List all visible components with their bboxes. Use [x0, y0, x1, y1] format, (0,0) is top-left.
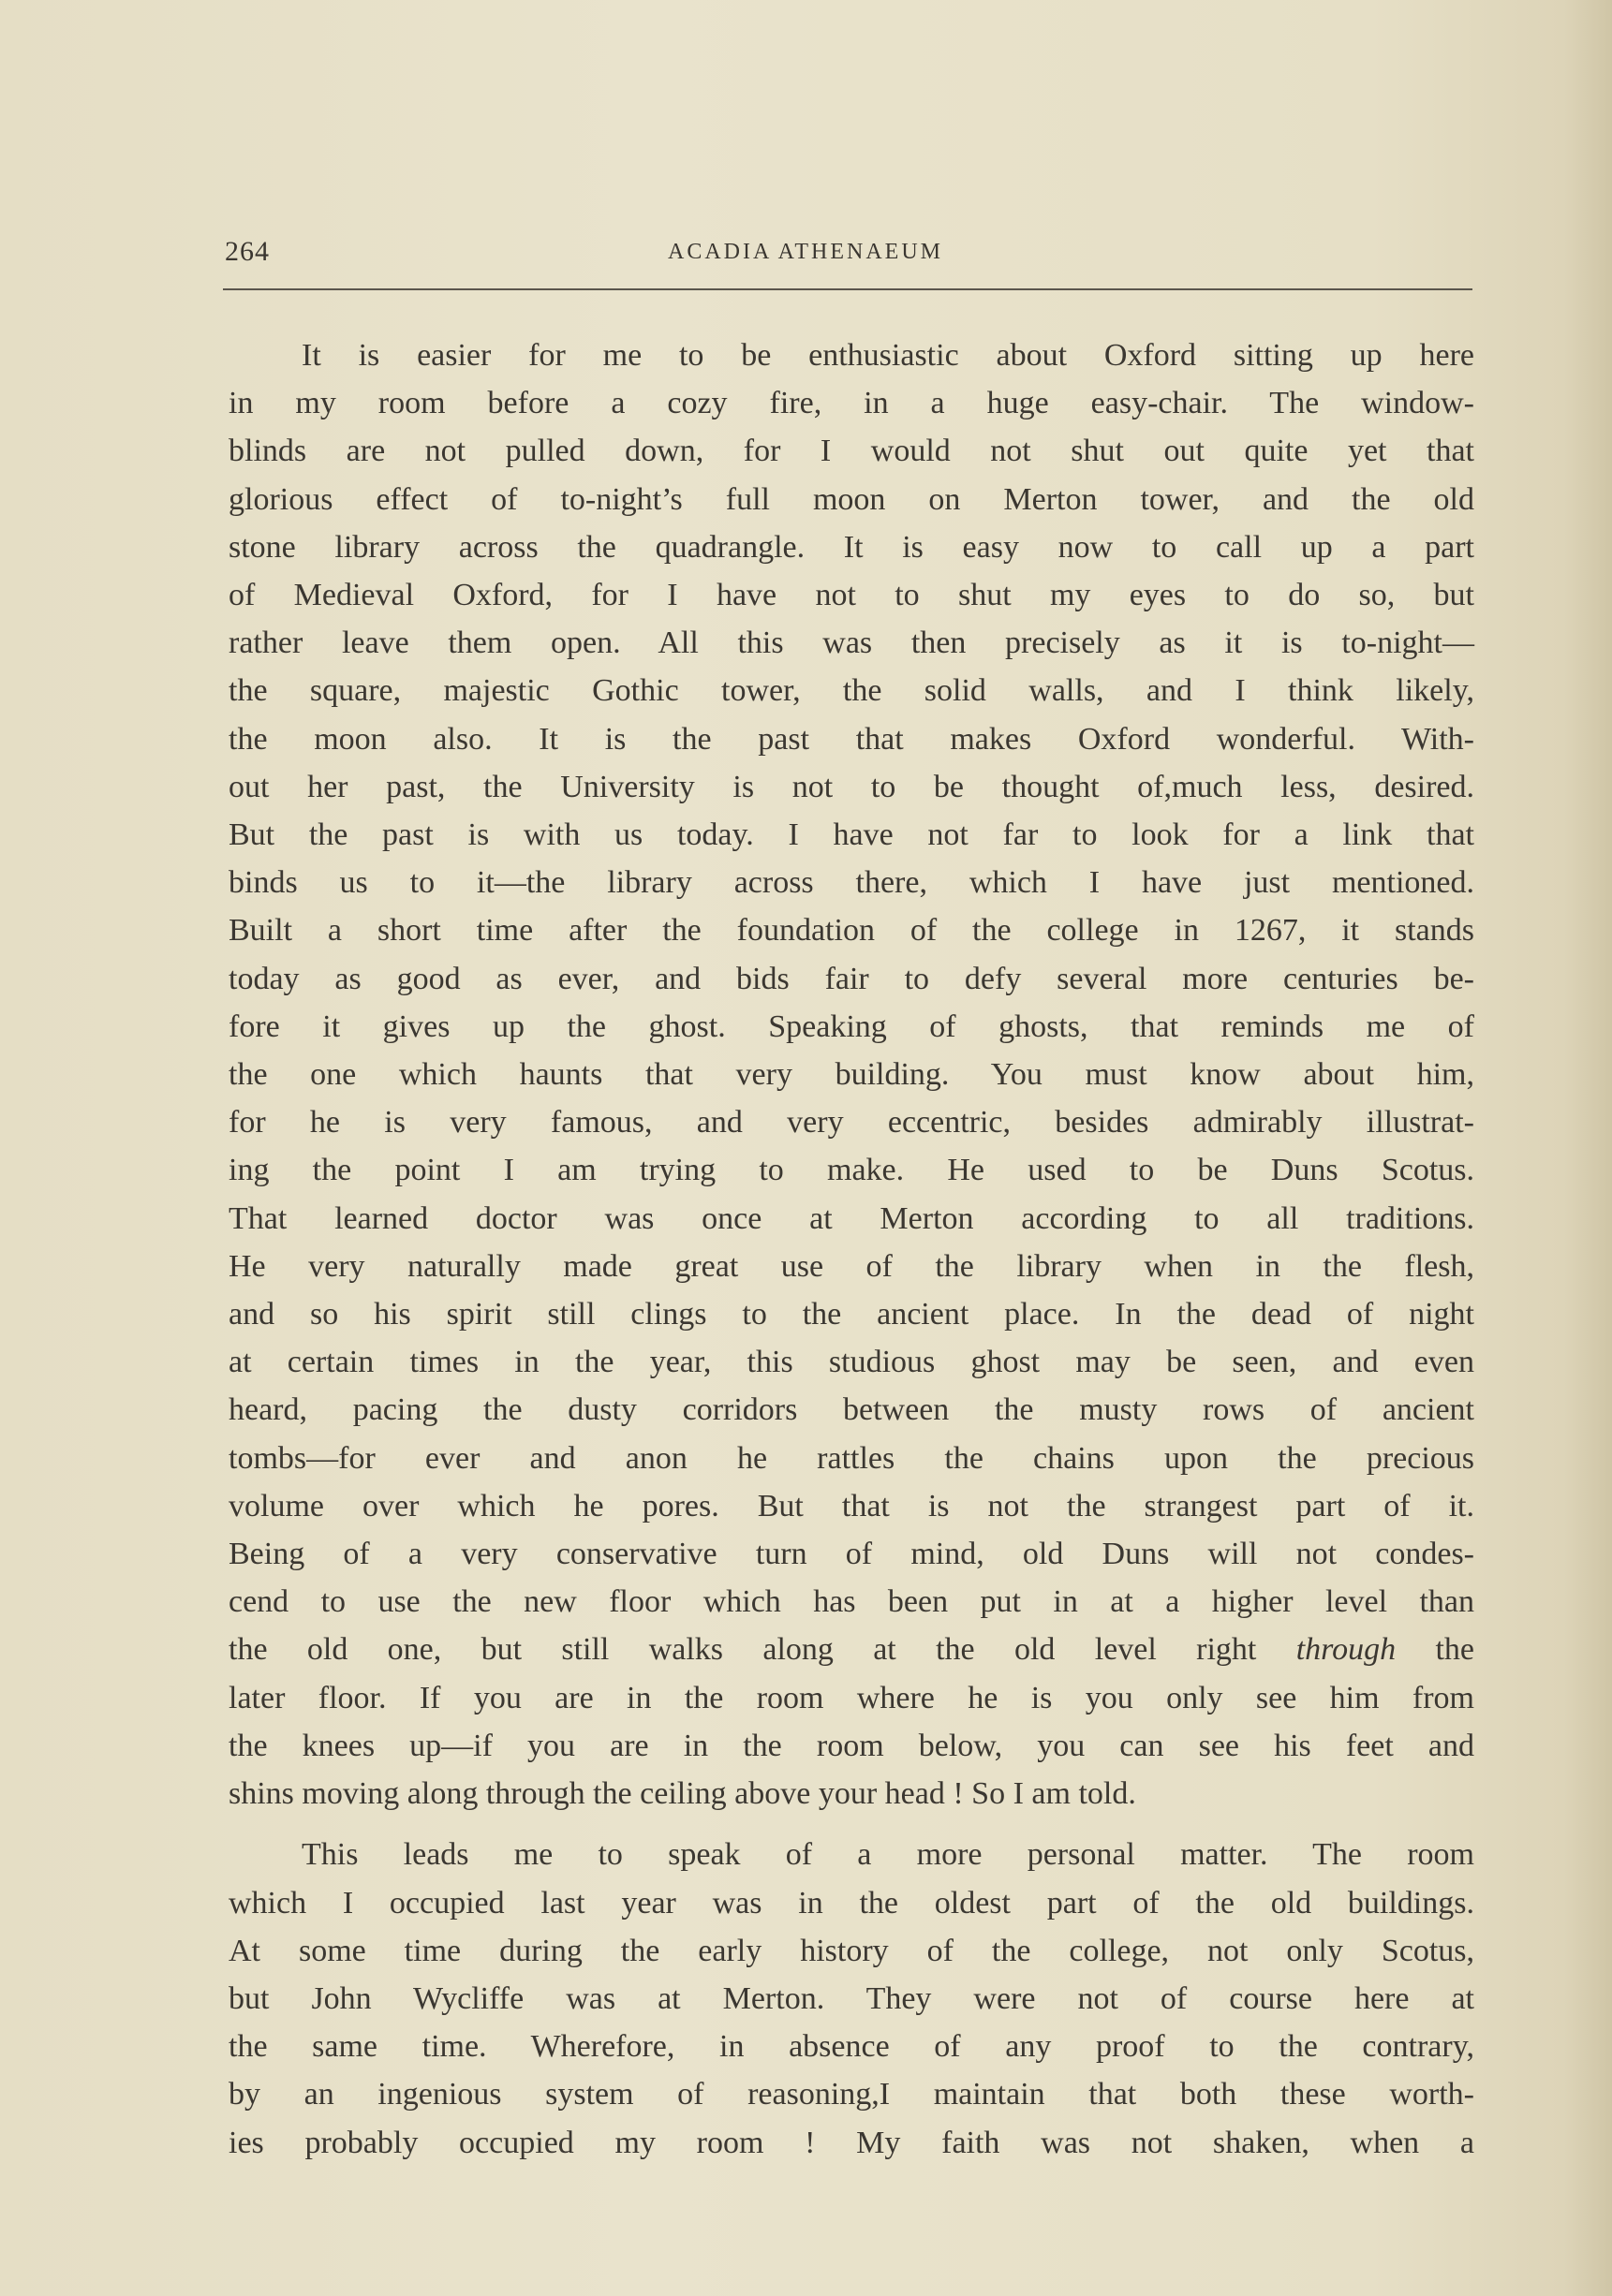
text-line: shins moving along through the ceiling above your head ! So I am told.	[229, 1776, 1136, 1812]
text-line: in my room before a cozy fire, in a huge easy-chair. The window-	[229, 386, 1474, 421]
header-rule	[223, 288, 1472, 290]
text-line: but John Wycliffe was at Merton. They were not of course here at	[229, 1980, 1474, 2016]
page-number: 264	[225, 236, 270, 267]
journal-title: ACADIA ATHENAEUM	[668, 240, 943, 264]
text-line: and so his spirit still clings to the ancient place. In the dead of night	[229, 1297, 1474, 1332]
text-line: fore it gives up the ghost. Speaking of ghosts, that reminds me of	[229, 1008, 1474, 1044]
text-line: This leads me to speak of a more personal matter. The room	[302, 1837, 1474, 1873]
text-line: which I occupied last year was in the oldest part of the old buildings.	[229, 1885, 1474, 1921]
text-line: ies probably occupied my room ! My faith was not shaken, when a	[229, 2125, 1474, 2160]
text-run: the old one, but still walks along at the old level right	[229, 1632, 1296, 1668]
paragraph	[229, 1831, 1474, 2166]
text-line: at certain times in the year, this studious ghost may be seen, and even	[229, 1345, 1474, 1380]
text-line: Built a short time after the foundation of the college in 1267, it stands	[229, 913, 1474, 949]
body-text	[229, 331, 1474, 2167]
text-line: At some time during the early history of the college, not only Scotus,	[229, 1933, 1474, 1968]
text-line: the square, majestic Gothic tower, the solid walls, and I think likely,	[229, 673, 1474, 709]
text-line: out her past, the University is not to be thought of,much less, desired.	[229, 769, 1474, 804]
text-line: for he is very famous, and very eccentric, besides admirably illustrat-	[229, 1105, 1474, 1141]
text-line: glorious effect of to-night’s full moon on Merton tower, and the old	[229, 481, 1474, 517]
running-head	[225, 236, 1471, 273]
text-line: Being of a very conservative turn of mind, old Duns will not condes-	[229, 1537, 1474, 1572]
text-line: later floor. If you are in the room where he is you only see him from	[229, 1680, 1474, 1715]
text-line: But the past is with us today. I have not far to look for a link that	[229, 817, 1474, 853]
text-line: rather leave them open. All this was then precisely as it is to-night—	[229, 626, 1474, 661]
text-line: tombs—for ever and anon he rattles the chains upon the precious	[229, 1440, 1474, 1476]
paragraph	[229, 331, 1474, 1818]
text-line: the one which haunts that very building. You must know about him,	[229, 1057, 1474, 1093]
text-run: the	[1396, 1632, 1474, 1668]
text-line: the same time. Wherefore, in absence of any proof to the contrary,	[229, 2029, 1474, 2065]
text-line: heard, pacing the dusty corridors between the musty rows of ancient	[229, 1392, 1474, 1428]
text-line: the knees up—if you are in the room below, you can see his feet and	[229, 1728, 1474, 1763]
text-line: cend to use the new floor which has been put in at a higher level than	[229, 1584, 1474, 1620]
text-line	[229, 1626, 1474, 1673]
text-line: blinds are not pulled down, for I would not shut out quite yet that	[229, 434, 1474, 469]
text-line: by an ingenious system of reasoning,I maintain that both these worth-	[229, 2077, 1474, 2112]
text-line: volume over which he pores. But that is not the strangest part of it.	[229, 1488, 1474, 1523]
text-line: It is easier for me to be enthusiastic about Oxford sitting up here	[302, 338, 1474, 373]
italic-word: through	[1295, 1632, 1397, 1668]
text-line: today as good as ever, and bids fair to defy several more centuries be-	[229, 961, 1474, 996]
text-line: That learned doctor was once at Merton according to all traditions.	[229, 1200, 1474, 1236]
text-line: stone library across the quadrangle. It is easy now to call up a part	[229, 529, 1474, 565]
text-line: the moon also. It is the past that makes Oxford wonderful. With-	[229, 721, 1474, 757]
text-line: ing the point I am trying to make. He used to be Duns Scotus.	[229, 1153, 1474, 1188]
text-line: He very naturally made great use of the library when in the flesh,	[229, 1248, 1474, 1284]
text-line: binds us to it—the library across there, which I have just mentioned.	[229, 865, 1474, 901]
text-line: of Medieval Oxford, for I have not to shut my eyes to do so, but	[229, 578, 1474, 613]
